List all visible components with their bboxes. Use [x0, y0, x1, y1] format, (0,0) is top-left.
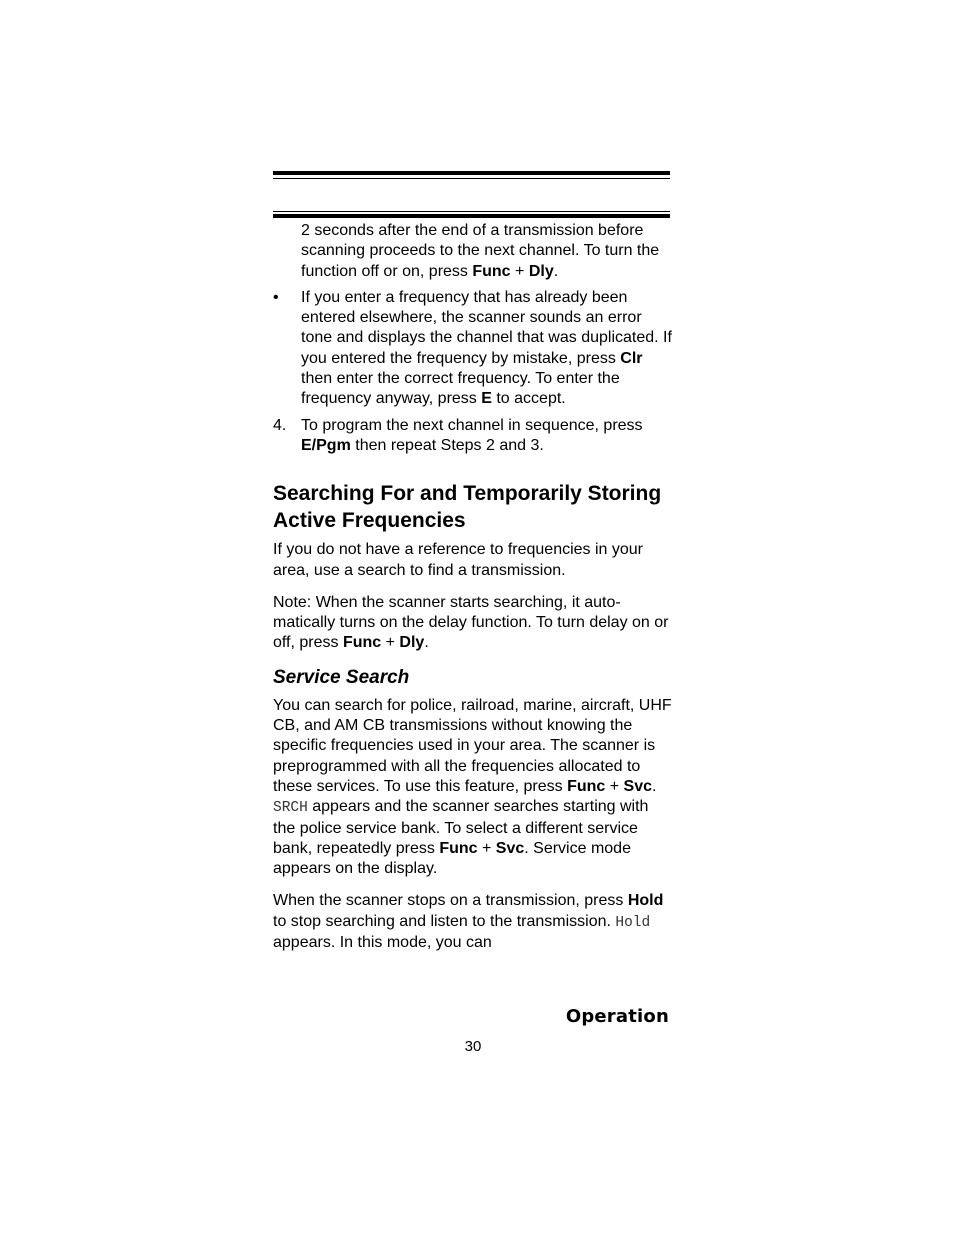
key-svc: Svc — [623, 777, 652, 795]
key-dly: Dly — [399, 634, 425, 652]
list-item-continued: 2 seconds after the end of a transmission before scanning proceeds to the next channel. To turn the function off or on, press Func + Dly. — [301, 222, 660, 280]
content-top-rule-thick — [273, 214, 670, 218]
key-svc: Svc — [495, 839, 525, 857]
intro-paragraph: If you do not have a reference to frequencies in your area, use a search to find a transmission. — [273, 541, 644, 579]
bullet-item-duplicate-frequency: • If you enter a frequency that has already been entered elsewhere, the scanner sounds an error tone and displays the channel that was duplicated. If you entered the frequency by mistake, press Clr then enter the correct frequency. To enter the frequency anyway, press E to accept. — [273, 288, 672, 408]
subheading-service-search: Service Search — [273, 666, 410, 688]
content-top-rule-thin — [273, 211, 670, 212]
hold-paragraph: When the scanner stops on a transmission, press Hold to stop searching and listen to the transmission. Hold appears. In this mode, you can — [273, 892, 664, 952]
key-func: Func — [342, 634, 382, 652]
key-epgm: E/Pgm — [301, 436, 351, 454]
key-func: Func — [472, 262, 511, 280]
page-number: 30 — [464, 1038, 482, 1055]
header-rule-thin — [273, 178, 670, 179]
key-dly: Dly — [528, 262, 554, 280]
display-text-hold: Hold — [615, 914, 651, 931]
key-func: Func — [439, 839, 478, 857]
step-4: 4. To program the next channel in sequence, press E/Pgm then repeat Steps 2 and 3. — [273, 416, 643, 454]
content-column — [273, 221, 673, 965]
header-rule-thick — [273, 171, 670, 175]
display-text-srch: SRCH — [273, 800, 308, 817]
key-clr: Clr — [620, 349, 643, 367]
footer-section-title: Operation — [565, 1006, 669, 1027]
service-search-paragraph: You can search for police, railroad, marine, aircraft, UHF CB, and AM CB transmissions without knowing the specific frequencies used in your area. The scanner is preprogrammed with all the frequencies allocated to these services. To use this feature, press Func + Svc. SRCH appears and the scanner searches starting with the police service bank. To select a different service bank, repeatedly press Func + Svc. Service mode appears on the display. — [273, 696, 672, 878]
key-e: E — [481, 390, 492, 408]
bullet-marker: • — [273, 288, 279, 306]
section-heading: Searching For and Temporarily Storing Active Frequencies — [273, 482, 662, 533]
step-number: 4. — [273, 416, 287, 434]
key-hold: Hold — [627, 892, 664, 910]
key-func: Func — [567, 777, 606, 795]
note-paragraph: Note: When the scanner starts searching, it auto-matically turns on the delay function. To turn delay on or off, press Func + Dly. — [273, 593, 669, 652]
